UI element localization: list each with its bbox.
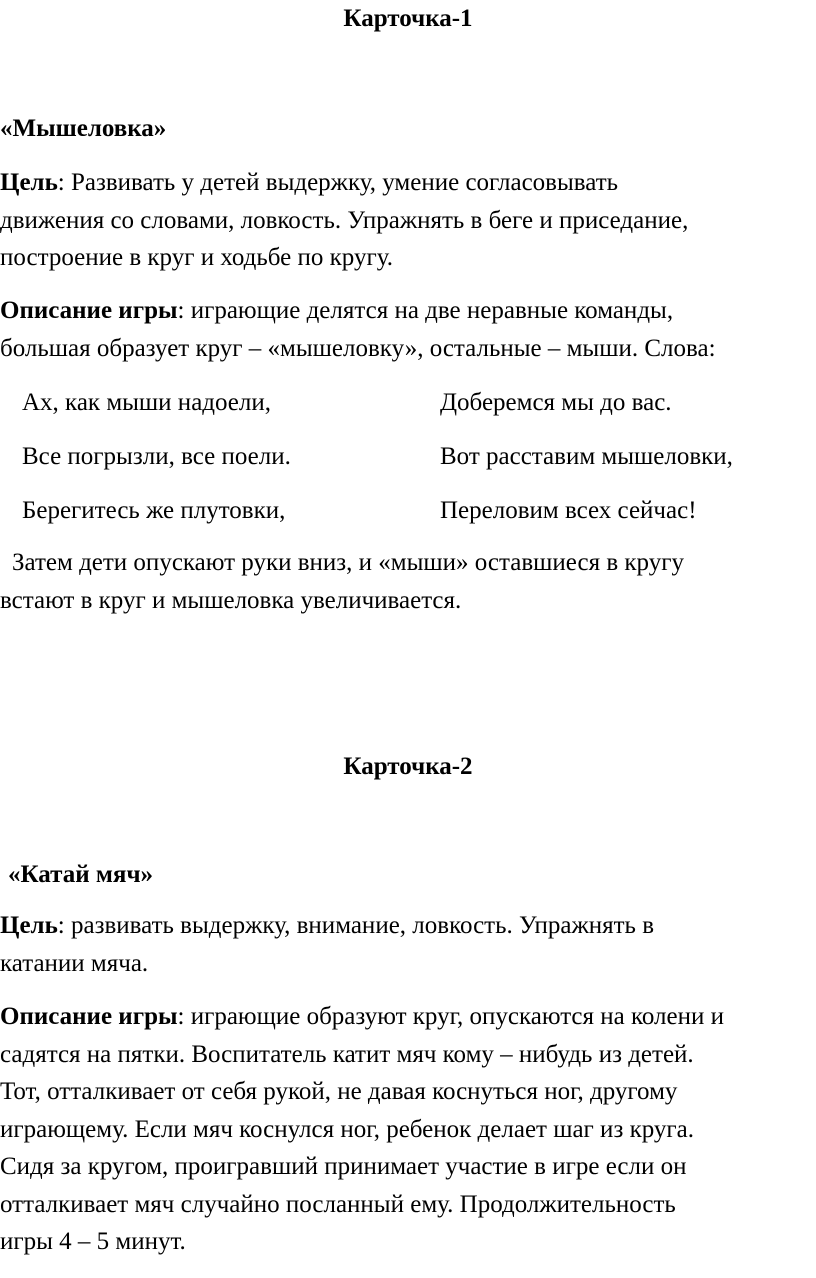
card1-desc-label: Описание игры	[0, 297, 178, 324]
card2-goal-line-2: катании мяча.	[0, 949, 149, 977]
card1-desc-line-1	[0, 292, 816, 330]
card1-poem-right-1: Доберемся мы до вас.	[440, 389, 672, 416]
card2-description-paragraph	[0, 998, 816, 1261]
card2-desc-text-1: : играющие образуют круг, опускаются на колени и	[177, 1003, 725, 1030]
card1-goal-paragraph	[0, 164, 816, 277]
card2-desc-line-4: играющему. Если мяч коснулся ног, ребенок делает шаг из круга.	[0, 1115, 694, 1143]
card1-goal-label: Цель	[0, 169, 58, 196]
card2-desc-line-2: садятся на пятки. Воспитатель катит мяч кому – нибудь из детей.	[0, 1040, 694, 1068]
card2-desc-line-5: Сидя за кругом, проигравший принимает участие в игре если он	[0, 1153, 687, 1180]
card1-desc-text-1: : играющие делятся на две неравные команды,	[177, 297, 674, 324]
card1-poem-left-1: Ах, как мыши надоели,	[22, 389, 272, 416]
card1-desc-line-2: большая образует круг – «мышеловку», остальные – мыши. Слова:	[0, 334, 716, 362]
card2-desc-line-7: игры 4 – 5 минут.	[0, 1228, 186, 1255]
card1-game-name: «Мышеловка»	[0, 115, 167, 142]
card2-goal-label: Цель	[0, 912, 58, 939]
card1-title: Карточка-1	[343, 5, 473, 32]
card1-goal-text-1: : Развивать у детей выдержку, умение согласовывать	[57, 169, 619, 196]
card1-poem-right-3: Переловим всех сейчас!	[440, 497, 697, 524]
card1-closing-line-2: встают в круг и мышеловка увеличивается.	[0, 586, 462, 614]
card2-goal-text-1: : развивать выдержку, внимание, ловкость. Упражнять в	[57, 912, 655, 939]
card1-poem-left-3: Берегитесь же плутовки,	[22, 497, 286, 524]
card2-game-name: «Катай мяч»	[8, 861, 154, 888]
card2-desc-line-6: отталкивает мяч случайно посланный ему. Продолжительность	[0, 1190, 676, 1218]
card2-title: Карточка-2	[343, 753, 473, 780]
card1-goal-line-1	[0, 164, 816, 202]
card2-desc-line-1	[0, 998, 816, 1036]
card1-closing-paragraph	[0, 544, 816, 619]
card1-poem-right-2: Вот расставим мышеловки,	[440, 443, 733, 470]
card1-goal-line-3: построение в круг и ходьбе по кругу.	[0, 244, 393, 271]
card2-goal-line-1	[0, 907, 816, 945]
card2-goal-paragraph	[0, 907, 816, 982]
card2-desc-label: Описание игры	[0, 1003, 178, 1030]
card1-goal-line-2: движения со словами, ловкость. Упражнять в беге и приседание,	[0, 206, 689, 234]
card2-desc-line-3: Тот, отталкивает от себя рукой, не давая коснуться ног, другому	[0, 1078, 678, 1105]
card1-poem-left-2: Все погрызли, все поели.	[22, 443, 291, 470]
card1-closing-line-1: Затем дети опускают руки вниз, и «мыши» оставшиеся в кругу	[12, 549, 684, 576]
card1-description-paragraph	[0, 292, 816, 367]
